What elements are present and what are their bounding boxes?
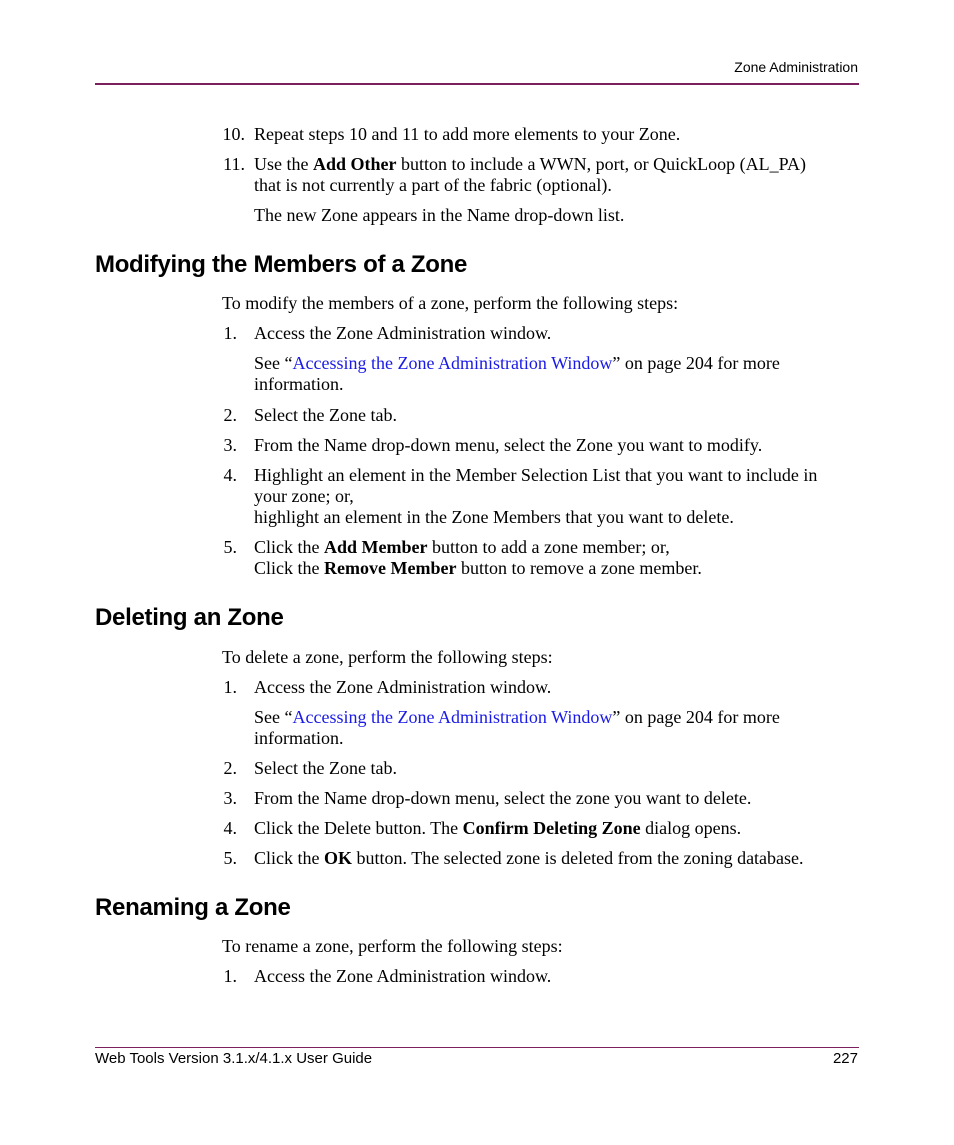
section-heading-delete: Deleting an Zone [95,604,284,631]
step-note: The new Zone appears in the Name drop-down list. [254,205,625,225]
page-number: 227 [832,1050,858,1067]
step-number: 1. [223,323,237,343]
step-text: Access the Zone Administration window. [254,677,552,697]
ui-term: Remove Member [324,558,457,578]
step-number: 3. [223,435,237,455]
step-note-continued: information. [254,728,344,748]
step-text-continued: that is not currently a part of the fabric (optional). [254,175,612,195]
footer-guide-title: Web Tools Version 3.1.x/4.1.x User Guide [95,1050,373,1067]
step-text: Repeat steps 10 and 11 to add more elements to your Zone. [254,124,681,144]
step-text-continued: Click the Remove Member button to remove a zone member. [254,558,702,578]
step-text: From the Name drop-down menu, select the Zone you want to modify. [254,435,763,455]
ui-term: Add Member [324,537,428,557]
step-text-continued: highlight an element in the Zone Members that you want to delete. [254,507,734,527]
step-number: 1. [223,677,237,697]
cross-reference-link[interactable]: Accessing the Zone Administration Window [292,353,613,373]
cross-reference-link[interactable]: Accessing the Zone Administration Window [292,707,613,727]
step-number: 1. [223,966,237,986]
step-text: Use the Add Other button to include a WWN, port, or QuickLoop (AL_PA) [254,154,806,174]
step-text: Click the OK button. The selected zone is deleted from the zoning database. [254,848,804,868]
step-number: 4. [223,465,237,485]
step-number: 10. [222,124,245,144]
ui-term: OK [324,848,353,868]
step-number: 2. [223,405,237,425]
step-text: Access the Zone Administration window. [254,323,552,343]
step-note: See “Accessing the Zone Administration Window” on page 204 for more [254,353,780,373]
step-note-continued: information. [254,374,344,394]
step-note: See “Accessing the Zone Administration Window” on page 204 for more [254,707,780,727]
running-header: Zone Administration [734,59,858,75]
section-intro: To modify the members of a zone, perform the following steps: [222,293,679,313]
step-text: Access the Zone Administration window. [254,966,552,986]
step-number: 5. [223,537,237,557]
footer-rule [95,1047,859,1048]
step-text: Select the Zone tab. [254,758,397,778]
step-text: From the Name drop-down menu, select the zone you want to delete. [254,788,752,808]
section-heading-rename: Renaming a Zone [95,894,291,921]
step-text: Click the Delete button. The Confirm Deleting Zone dialog opens. [254,818,742,838]
step-number: 2. [223,758,237,778]
section-heading-modify: Modifying the Members of a Zone [95,251,468,278]
header-rule [95,83,859,85]
ui-term: Add Other [312,154,397,174]
step-text-continued: your zone; or, [254,486,354,506]
step-text: Highlight an element in the Member Selection List that you want to include in [254,465,818,485]
step-number: 11. [223,154,245,174]
step-number: 4. [223,818,237,838]
step-text: Click the Add Member button to add a zone member; or, [254,537,670,557]
step-number: 3. [223,788,237,808]
step-number: 5. [223,848,237,868]
step-text: Select the Zone tab. [254,405,397,425]
section-intro: To rename a zone, perform the following steps: [222,936,563,956]
section-intro: To delete a zone, perform the following steps: [222,647,553,667]
ui-term: Confirm Deleting Zone [462,818,641,838]
